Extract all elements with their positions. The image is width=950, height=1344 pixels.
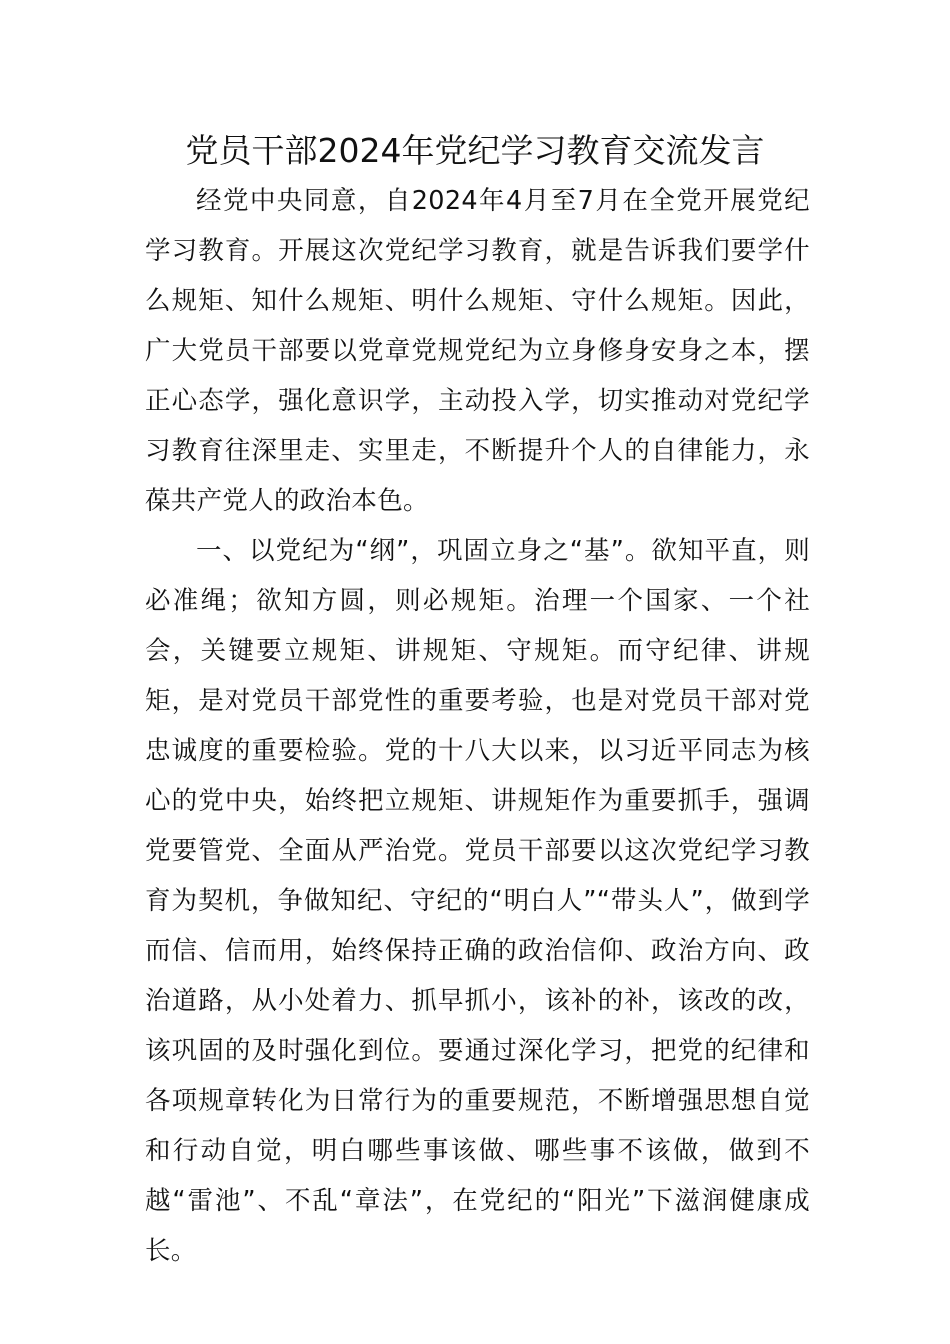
paragraph-intro: 经党中央同意，自2024年4月至7月在全党开展党纪学习教育。开展这次党纪学习教育，就是告诉我们要学什么规矩、知什么规矩、明什么规矩、守什么规矩。因此，广大党员干部要以党章党规党纪为立身修身安身之本，摆正心态学，强化意识学，主动投入学，切实推动对党纪学习教育往深里走、实里走，不断提升个人的自律能力，永葆共产党人的政治本色。 <box>145 186 810 516</box>
paragraph-section-one: 一、以党纪为“纲”，巩固立身之“基”。欲知平直，则必准绳；欲知方圆，则必规矩。治理一个国家、一个社会，关键要立规矩、讲规矩、守规矩。而守纪律、讲规矩，是对党员干部党性的重要考验，也是对党员干部对党忠诚度的重要检验。党的十八大以来，以习近平同志为核心的党中央，始终把立规矩、讲规矩作为重要抓手，强调党要管党、全面从严治党。党员干部要以这次党纪学习教育为契机，争做知纪、守纪的“明白人”“带头人”，做到学而信、信而用，始终保持正确的政治信仰、政治方向、政治道路，从小处着力、抓早抓小，该补的补，该改的改，该巩固的及时强化到位。要通过深化学习，把党的纪律和各项规章转化为日常行为的重要规范，不断增强思想自觉和行动自觉，明白哪些事该做、哪些事不该做，做到不越“雷池”、不乱“章法”，在党纪的“阳光”下滋润健康成长。 <box>145 536 810 1266</box>
document-body <box>145 176 810 1276</box>
document-title: 党员干部2024年党纪学习教育交流发言 <box>185 131 765 170</box>
